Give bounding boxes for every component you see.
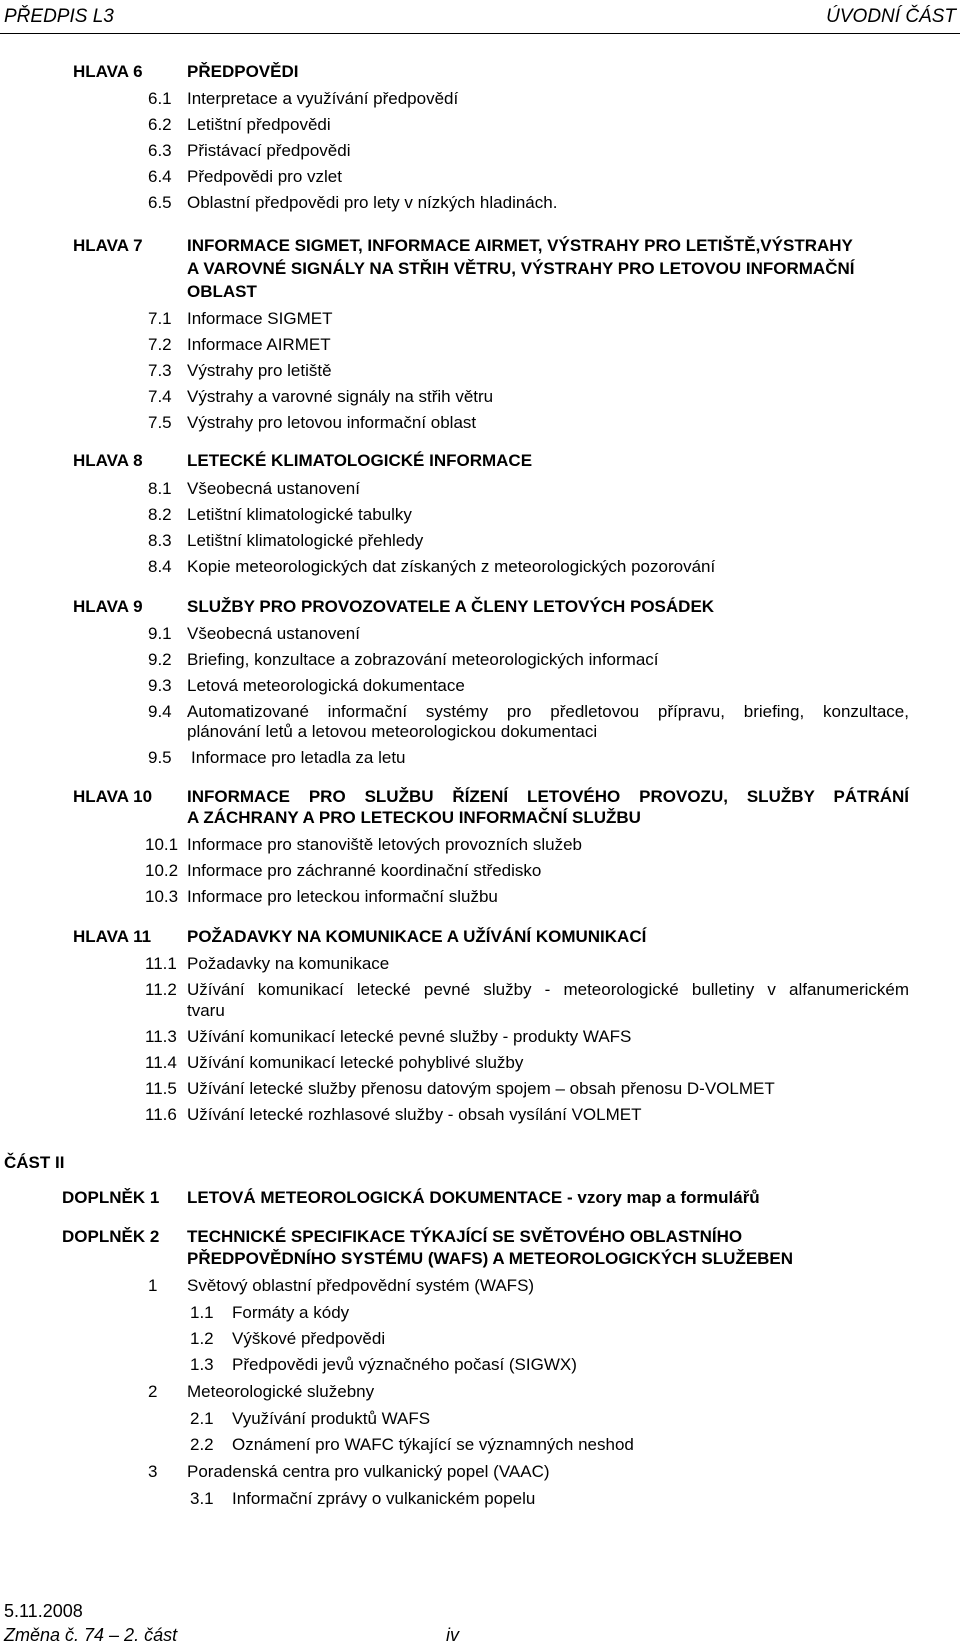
- running-header-right: ÚVODNÍ ČÁST: [826, 6, 956, 27]
- item-number: 9.2: [148, 650, 172, 669]
- item-number: 9.4: [148, 702, 172, 721]
- section-number: 2: [148, 1382, 158, 1401]
- running-header-left: PŘEDPIS L3: [4, 6, 114, 27]
- toc-entry: Užívání komunikací letecké pohyblivé služby: [187, 1053, 524, 1072]
- header-rule: [0, 33, 960, 34]
- toc-entry: Přistávací předpovědi: [187, 141, 351, 160]
- chapter-title: A VAROVNÉ SIGNÁLY NA STŘIH VĚTRU, VÝSTRAHY PRO LETOVOU INFORMAČNÍ: [187, 259, 855, 278]
- item-number: 2.2: [190, 1435, 214, 1454]
- toc-entry: Předpovědi pro vzlet: [187, 167, 342, 186]
- item-number: 6.1: [148, 89, 172, 108]
- toc-entry: Meteorologické služebny: [187, 1382, 375, 1401]
- toc-entry: Informace pro letadla za letu: [191, 748, 406, 767]
- toc-entry: Informace pro záchranné koordinační středisko: [187, 861, 542, 880]
- toc-entry: Informace AIRMET: [187, 335, 331, 354]
- chapter-title: POŽADAVKY NA KOMUNIKACE A UŽÍVÁNÍ KOMUNIKACÍ: [187, 927, 647, 946]
- footer-date: 5.11.2008: [4, 1601, 83, 1621]
- toc-entry: Automatizované informační systémy pro předletovou přípravu, briefing, konzultace,: [187, 702, 909, 721]
- item-number: 6.5: [148, 193, 172, 212]
- appendix-title: LETOVÁ METEOROLOGICKÁ DOKUMENTACE - vzory map a formulářů: [187, 1188, 760, 1207]
- toc-entry: Požadavky na komunikace: [187, 954, 390, 973]
- item-number: 11.5: [145, 1079, 177, 1098]
- toc-entry: Informace pro leteckou informační službu: [187, 887, 498, 906]
- appendix-label: DOPLNĚK 2: [62, 1227, 160, 1246]
- toc-entry-continuation: plánování letů a letovou meteorologickou dokumentaci: [187, 722, 598, 741]
- item-number: 6.3: [148, 141, 172, 160]
- toc-entry: Interpretace a využívání předpovědí: [187, 89, 459, 108]
- appendix-title: TECHNICKÉ SPECIFIKACE TÝKAJÍCÍ SE SVĚTOVÉHO OBLASTNÍHO: [187, 1227, 743, 1246]
- item-number: 9.1: [148, 624, 172, 643]
- toc-entry: Letištní klimatologické přehledy: [187, 531, 424, 550]
- toc-entry: Užívání letecké služby přenosu datovým spojem – obsah přenosu D-VOLMET: [187, 1079, 775, 1098]
- toc-entry: Výstrahy pro letovou informační oblast: [187, 413, 477, 432]
- item-number: 9.3: [148, 676, 172, 695]
- item-number: 9.5: [148, 748, 172, 767]
- toc-entry: Všeobecná ustanovení: [187, 624, 360, 643]
- toc-entry: Výstrahy a varovné signály na střih větru: [187, 387, 494, 406]
- toc-entry: Užívání komunikací letecké pevné služby - meteorologické bulletiny v alfanumerickém: [187, 980, 909, 999]
- item-number: 6.4: [148, 167, 172, 186]
- toc-entry: Informace SIGMET: [187, 309, 333, 328]
- chapter-label: HLAVA 7: [73, 236, 143, 255]
- chapter-title: LETECKÉ KLIMATOLOGICKÉ INFORMACE: [187, 451, 533, 470]
- chapter-title: PŘEDPOVĚDI: [187, 62, 299, 81]
- toc-entry: Předpovědi jevů význačného počasí (SIGWX): [232, 1355, 577, 1374]
- item-number: 10.2: [145, 861, 179, 880]
- toc-entry: Poradenská centra pro vulkanický popel (VAAC): [187, 1462, 550, 1481]
- toc-entry-continuation: tvaru: [187, 1001, 225, 1020]
- item-number: 1.1: [190, 1303, 214, 1322]
- item-number: 8.3: [148, 531, 172, 550]
- chapter-label: HLAVA 10: [73, 787, 153, 806]
- item-number: 7.2: [148, 335, 172, 354]
- chapter-title: OBLAST: [187, 282, 257, 301]
- item-number: 11.4: [145, 1053, 177, 1072]
- toc-entry: Letištní předpovědi: [187, 115, 331, 134]
- chapter-title: SLUŽBY PRO PROVOZOVATELE A ČLENY LETOVÝCH POSÁDEK: [187, 597, 715, 616]
- toc-entry: Informace pro stanoviště letových provozních služeb: [187, 835, 582, 854]
- item-number: 8.2: [148, 505, 172, 524]
- chapter-title: INFORMACE PRO SLUŽBU ŘÍZENÍ LETOVÉHO PROVOZU, SLUŽBY PÁTRÁNÍ: [187, 787, 909, 806]
- toc-entry: Oznámení pro WAFC týkající se významných neshod: [232, 1435, 634, 1454]
- item-number: 7.5: [148, 413, 172, 432]
- toc-entry: Využívání produktů WAFS: [232, 1409, 431, 1428]
- item-number: 8.4: [148, 557, 172, 576]
- toc-entry: Výškové předpovědi: [232, 1329, 386, 1348]
- toc-entry: Světový oblastní předpovědní systém (WAFS): [187, 1276, 535, 1295]
- item-number: 11.1: [145, 954, 177, 973]
- item-number: 10.1: [145, 835, 179, 854]
- section-number: 1: [148, 1276, 158, 1295]
- toc-entry: Informační zprávy o vulkanickém popelu: [232, 1489, 536, 1508]
- chapter-title: INFORMACE SIGMET, INFORMACE AIRMET, VÝSTRAHY PRO LETIŠTĚ,VÝSTRAHY: [187, 236, 853, 255]
- toc-entry: Letová meteorologická dokumentace: [187, 676, 465, 695]
- toc-entry: Výstrahy pro letiště: [187, 361, 332, 380]
- chapter-label: HLAVA 8: [73, 451, 143, 470]
- item-number: 11.2: [145, 980, 177, 999]
- part-heading: ČÁST II: [4, 1153, 65, 1172]
- item-number: 2.1: [190, 1409, 214, 1428]
- item-number: 3.1: [190, 1489, 214, 1508]
- toc-entry: Formáty a kódy: [232, 1303, 350, 1322]
- appendix-title: PŘEDPOVĚDNÍHO SYSTÉMU (WAFS) A METEOROLOGICKÝCH SLUŽEBEN: [187, 1249, 794, 1268]
- chapter-label: HLAVA 6: [73, 62, 143, 81]
- section-number: 3: [148, 1462, 158, 1481]
- toc-entry: Všeobecná ustanovení: [187, 479, 360, 498]
- toc-entry: Oblastní předpovědi pro lety v nízkých hladinách.: [187, 193, 558, 212]
- page-number: iv: [446, 1625, 459, 1645]
- item-number: 1.3: [190, 1355, 214, 1374]
- toc-entry: Užívání letecké rozhlasové služby - obsah vysílání VOLMET: [187, 1105, 642, 1124]
- chapter-label: HLAVA 11: [73, 927, 152, 946]
- item-number: 8.1: [148, 479, 172, 498]
- footer-change: Změna č. 74 – 2. část: [4, 1625, 178, 1645]
- item-number: 1.2: [190, 1329, 214, 1348]
- toc-entry: Užívání komunikací letecké pevné služby - produkty WAFS: [187, 1027, 632, 1046]
- item-number: 11.3: [145, 1027, 177, 1046]
- appendix-label: DOPLNĚK 1: [62, 1188, 160, 1207]
- toc-entry: Briefing, konzultace a zobrazování meteorologických informací: [187, 650, 659, 669]
- item-number: 6.2: [148, 115, 172, 134]
- item-number: 10.3: [145, 887, 179, 906]
- item-number: 7.4: [148, 387, 172, 406]
- toc-entry: Letištní klimatologické tabulky: [187, 505, 412, 524]
- toc-entry: Kopie meteorologických dat získaných z meteorologických pozorování: [187, 557, 716, 576]
- chapter-title: A ZÁCHRANY A PRO LETECKOU INFORMAČNÍ SLUŽBU: [187, 808, 641, 827]
- item-number: 7.1: [148, 309, 172, 328]
- item-number: 7.3: [148, 361, 172, 380]
- chapter-label: HLAVA 9: [73, 597, 143, 616]
- item-number: 11.6: [145, 1105, 177, 1124]
